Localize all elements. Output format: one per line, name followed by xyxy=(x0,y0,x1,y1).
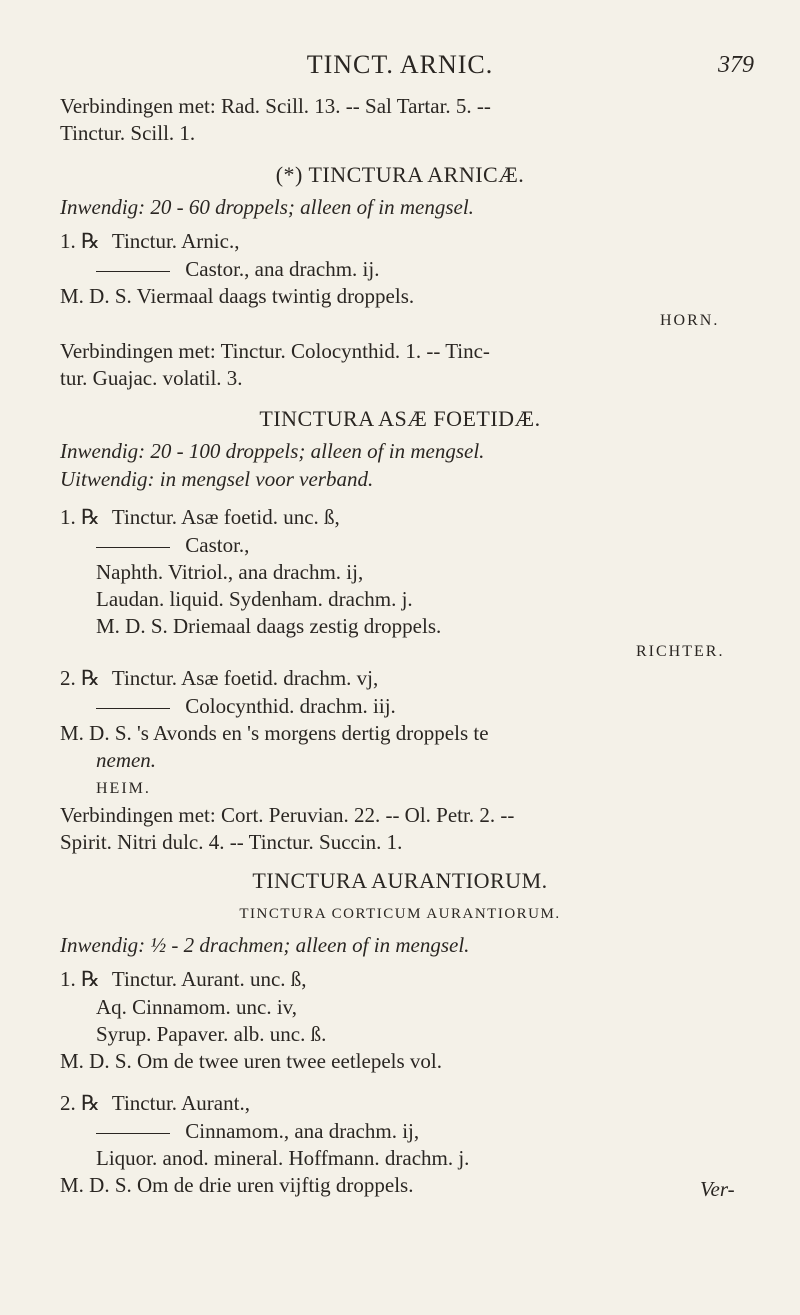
recipe-ingredient: Laudan. liquid. Sydenham. drachm. j. xyxy=(96,587,413,611)
dosage-line: Inwendig: ½ - 2 drachmen; alleen of in mengsel. xyxy=(60,933,470,957)
recipe-instruction: nemen. xyxy=(96,748,157,772)
verbindingen-text: Spirit. Nitri dulc. 4. -- Tinctur. Succin. 1. xyxy=(60,830,403,854)
rx-symbol-icon: ℞ xyxy=(81,505,100,529)
ditto-dash xyxy=(96,547,170,548)
recipe-ingredient: Syrup. Papaver. alb. unc. ß. xyxy=(96,1022,327,1046)
verbindingen-text: tur. Guajac. volatil. 3. xyxy=(60,366,243,390)
running-head: TINCT. ARNIC. xyxy=(306,50,494,79)
recipe-line xyxy=(60,665,378,691)
recipe-ingredient: Castor., xyxy=(185,533,250,557)
recipe-number: 2. xyxy=(60,1091,76,1115)
ditto-dash xyxy=(96,1133,170,1134)
recipe-ingredient: Tinctur. Aurant., xyxy=(111,1091,250,1115)
ditto-dash xyxy=(96,271,170,272)
recipe-line xyxy=(60,1090,250,1116)
recipe-number: 1. xyxy=(60,967,76,991)
recipe-number: 1. xyxy=(60,229,76,253)
section-heading: TINCTURA ASÆ FOETIDÆ. xyxy=(259,406,541,431)
verbindingen-text: Verbindingen met: Tinctur. Colocynthid. 1. -- Tinc- xyxy=(60,339,490,363)
dosage-line: Inwendig: 20 - 100 droppels; alleen of in mengsel. xyxy=(60,439,485,463)
recipe-ingredient: Cinnamom., ana drachm. ij, xyxy=(185,1119,420,1143)
recipe-ingredient: Aq. Cinnamom. unc. iv, xyxy=(96,995,298,1019)
rx-symbol-icon: ℞ xyxy=(81,666,100,690)
verbindingen-text: Verbindingen met: Rad. Scill. 13. -- Sal Tartar. 5. -- xyxy=(60,94,491,118)
section-heading: (*) TINCTURA ARNICÆ. xyxy=(275,162,525,187)
dosage-line: Inwendig: 20 - 60 droppels; alleen of in mengsel. xyxy=(60,195,474,219)
recipe-ingredient: Castor., ana drachm. ij. xyxy=(185,257,380,281)
dosage-line: Uitwendig: in mengsel voor verband. xyxy=(60,467,374,491)
recipe-line xyxy=(60,228,239,254)
recipe-line xyxy=(96,532,249,558)
recipe-ingredient: Tinctur. Arnic., xyxy=(111,229,240,253)
section-subheading: TINCTURA CORTICUM AURANTIORUM. xyxy=(239,906,561,922)
recipe-ingredient: Tinctur. Asæ foetid. unc. ß, xyxy=(111,505,340,529)
recipe-line xyxy=(60,966,307,992)
recipe-ingredient: Tinctur. Asæ foetid. drachm. vj, xyxy=(111,666,379,690)
recipe-line xyxy=(96,1118,419,1144)
rx-symbol-icon: ℞ xyxy=(81,967,100,991)
recipe-author: HEIM. xyxy=(96,780,151,797)
rx-symbol-icon: ℞ xyxy=(81,1091,100,1115)
recipe-instruction: M. D. S. 's Avonds en 's morgens dertig droppels te xyxy=(60,721,489,745)
catchword: Ver- xyxy=(700,1177,735,1201)
recipe-number: 1. xyxy=(60,505,76,529)
page-number: 379 xyxy=(718,52,754,78)
recipe-ingredient: Colocynthid. drachm. iij. xyxy=(185,694,396,718)
section-heading: TINCTURA AURANTIORUM. xyxy=(252,868,548,893)
recipe-author: HORN. xyxy=(660,312,720,329)
recipe-line xyxy=(60,504,340,530)
recipe-number: 2. xyxy=(60,666,76,690)
recipe-ingredient: Liquor. anod. mineral. Hoffmann. drachm. j. xyxy=(96,1146,470,1170)
rx-symbol-icon: ℞ xyxy=(81,229,100,253)
recipe-instruction: M. D. S. Om de drie uren vijftig droppels. xyxy=(60,1173,414,1197)
recipe-author: RICHTER. xyxy=(636,643,725,660)
ditto-dash xyxy=(96,708,170,709)
recipe-line xyxy=(96,693,396,719)
verbindingen-text: Tinctur. Scill. 1. xyxy=(60,121,196,145)
recipe-instruction: M. D. S. Driemaal daags zestig droppels. xyxy=(96,614,442,638)
recipe-line xyxy=(96,256,379,282)
verbindingen-text: Verbindingen met: Cort. Peruvian. 22. -- Ol. Petr. 2. -- xyxy=(60,803,515,827)
recipe-ingredient: Tinctur. Aurant. unc. ß, xyxy=(111,967,307,991)
recipe-ingredient: Naphth. Vitriol., ana drachm. ij, xyxy=(96,560,364,584)
recipe-instruction: M. D. S. Om de twee uren twee eetlepels vol. xyxy=(60,1049,442,1073)
recipe-instruction: M. D. S. Viermaal daags twintig droppels. xyxy=(60,284,415,308)
